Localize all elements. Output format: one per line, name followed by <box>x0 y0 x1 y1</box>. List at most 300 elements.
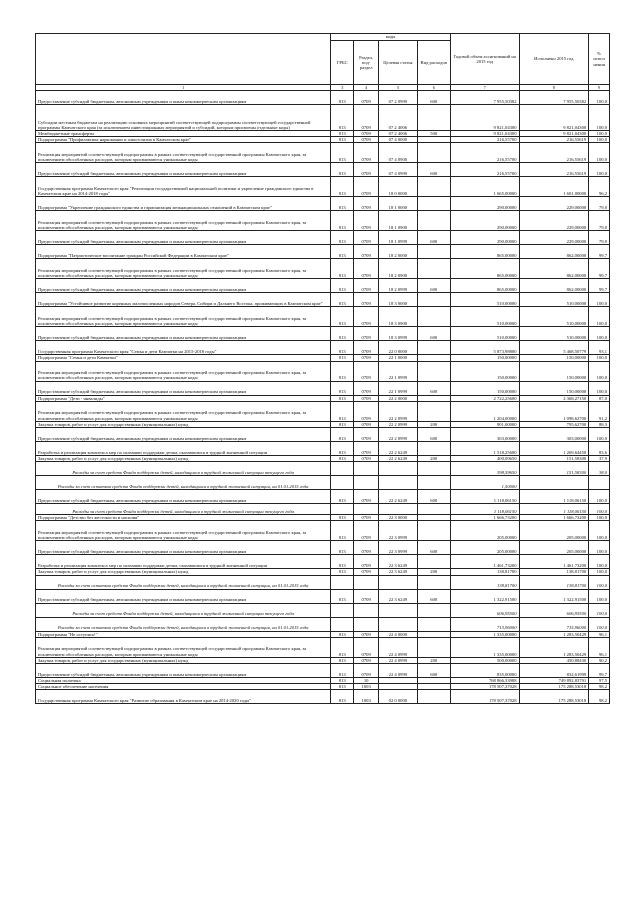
table-row <box>36 555 610 569</box>
row-vid <box>417 555 450 569</box>
row-grbs: 813 <box>331 684 354 690</box>
row-pct: 91,2 <box>589 401 610 421</box>
row-razdel: 0709 <box>354 211 379 231</box>
row-grbs <box>331 476 354 490</box>
row-plan: 138,81700 <box>450 569 519 575</box>
row-plan: 216,55700 <box>450 137 519 143</box>
col-index: 3 <box>331 85 354 91</box>
row-vid: 600 <box>417 231 450 245</box>
row-tsel: 22 0 0000 <box>379 341 417 355</box>
row-isp: 510,00000 <box>519 307 589 327</box>
row-razdel <box>354 617 379 631</box>
row-tsel: 22 2 0999 <box>379 428 417 442</box>
row-tsel: 18 2 0999 <box>379 279 417 293</box>
row-name: Предоставление субсидий бюджетным, автономным учреждениям и иным некоммерческим организациям <box>36 231 331 245</box>
row-vid: 600 <box>417 327 450 341</box>
row-tsel: 22 1 0999 <box>379 361 417 381</box>
table-row <box>36 231 610 245</box>
row-vid: 600 <box>417 381 450 395</box>
row-name: Субсидии местным бюджетам на реализацию основных мероприятий соответствующей подпрограммы соответствующей государственной программы Камчатского края (за исключением инвестиционных мероприятий и субсидий, которым присвоены отдельные коды) <box>36 105 331 131</box>
row-isp: 1 098,62700 <box>519 401 589 421</box>
row-tsel: 18 0 0000 <box>379 177 417 197</box>
row-razdel: 0709 <box>354 657 379 663</box>
col-header-tsel: Целевая статья <box>379 41 417 85</box>
row-grbs: 813 <box>331 541 354 555</box>
row-plan: 1 335,00000 <box>450 631 519 637</box>
row-vid <box>417 361 450 381</box>
row-razdel: 0709 <box>354 569 379 575</box>
row-grbs <box>331 575 354 589</box>
row-plan: 1 665,00000 <box>450 177 519 197</box>
row-pct: 100,0 <box>589 137 610 143</box>
row-pct: 98,2 <box>589 690 610 704</box>
row-vid: 600 <box>417 664 450 678</box>
row-plan: 510,00000 <box>450 293 519 307</box>
row-razdel: 0709 <box>354 355 379 361</box>
table-row <box>36 442 610 456</box>
row-tsel: 22 4 0999 <box>379 657 417 663</box>
table-row <box>36 401 610 421</box>
table-row <box>36 105 610 131</box>
row-tsel: 18 3 0999 <box>379 327 417 341</box>
row-isp: 229,00000 <box>519 211 589 231</box>
row-plan: 1,50000 <box>450 476 519 490</box>
col-index: 9 <box>589 85 610 91</box>
row-tsel: 07 4 0900 <box>379 143 417 163</box>
row-razdel: 0709 <box>354 143 379 163</box>
row-name: Подпрограмма "Устойчивое развитие коренных малочисленных народов Севера, Сибири и Дальнего Востока, проживающих в Камчатском крае" <box>36 293 331 307</box>
col-header-pct: % испол нения <box>589 34 610 85</box>
row-pct: 100,0 <box>589 143 610 163</box>
row-plan: 1 335,00000 <box>450 637 519 657</box>
row-pct: 100,0 <box>589 589 610 603</box>
row-razdel: 0709 <box>354 637 379 657</box>
row-plan: 865,00000 <box>450 279 519 293</box>
row-isp: 9 821,04300 <box>519 131 589 137</box>
row-grbs: 813 <box>331 137 354 143</box>
table-row <box>36 664 610 678</box>
row-isp: 138,81700 <box>519 575 589 589</box>
row-grbs: 813 <box>331 355 354 361</box>
row-tsel: 22 3 6249 <box>379 555 417 569</box>
row-plan: 216,55700 <box>450 143 519 163</box>
row-isp: 216,55619 <box>519 143 589 163</box>
row-razdel: 0709 <box>354 442 379 456</box>
row-grbs: 813 <box>331 177 354 197</box>
row-name: Расходы за счет средств Фонда поддержки детей, находящихся в трудной жизненной ситуации текущего года <box>36 504 331 515</box>
row-razdel: 0709 <box>354 341 379 355</box>
row-pct: 100,0 <box>589 361 610 381</box>
row-grbs: 813 <box>331 657 354 663</box>
table-row <box>36 637 610 657</box>
row-name: Предоставление субсидий бюджетным, автономным учреждениям и иным некоммерческим организациям <box>36 327 331 341</box>
row-grbs: 813 <box>331 395 354 401</box>
row-grbs: 813 <box>331 91 354 105</box>
row-isp: 229,00000 <box>519 231 589 245</box>
col-header-codes: коды <box>331 34 451 41</box>
row-tsel: 18 1 0000 <box>379 197 417 211</box>
row-name: Государственная программа Камчатского края "Семья и дети Камчатки на 2015-2018 годы" <box>36 341 331 355</box>
row-pct: 100,0 <box>589 355 610 361</box>
row-isp: 205,00000 <box>519 541 589 555</box>
row-pct: 96,1 <box>589 637 610 657</box>
row-vid <box>417 603 450 617</box>
row-plan: 290,00000 <box>450 231 519 245</box>
row-name: Предоставление субсидий бюджетным, автономным учреждениям и иным некоммерческим организациям <box>36 91 331 105</box>
row-isp: 1 118,06150 <box>519 504 589 515</box>
row-razdel: 0709 <box>354 631 379 637</box>
row-pct: 100,0 <box>589 521 610 541</box>
row-isp: 150,00000 <box>519 355 589 361</box>
row-name: Подпрограмма "Укрепление гражданского единства и гармонизация межнациональных отношений в Камчатском крае" <box>36 197 331 211</box>
row-isp: 175 288,53018 <box>519 684 589 690</box>
row-name: Государственная программа Камчатского края "Реализация государственной национальной политики и укрепление гражданского единства в Камчатском крае на 2014-2018 годы" <box>36 177 331 197</box>
row-name: Закупка товаров, работ и услуг для государственных (муниципальных) нужд <box>36 421 331 427</box>
table-row <box>36 589 610 603</box>
row-grbs: 813 <box>331 197 354 211</box>
table-row <box>36 361 610 381</box>
row-name: Закупка товаров, работ и услуг для государственных (муниципальных) нужд <box>36 456 331 462</box>
row-vid <box>417 307 450 327</box>
row-name: Расходы за счет средств Фонда поддержки детей, находящихся в трудной жизненной ситуации текущего года <box>36 462 331 476</box>
row-plan: 2 722,25600 <box>450 395 519 401</box>
col-header-plan: Годовой объем ассигнований на 2015 год <box>450 34 519 85</box>
row-plan: 5 873,98800 <box>450 341 519 355</box>
row-pct: 90,2 <box>589 657 610 663</box>
row-grbs: 813 <box>331 637 354 657</box>
row-razdel: 0709 <box>354 163 379 177</box>
row-isp: 1 461,73200 <box>519 555 589 569</box>
row-isp: 862,00000 <box>519 259 589 279</box>
row-pct: 99,7 <box>589 259 610 279</box>
row-plan: 290,00000 <box>450 197 519 211</box>
row-name: Социальное обеспечение населения <box>36 684 331 690</box>
row-razdel: 0709 <box>354 307 379 327</box>
row-razdel: 0709 <box>354 490 379 504</box>
row-pct: 100,0 <box>589 327 610 341</box>
row-tsel: 22 4 0000 <box>379 631 417 637</box>
row-razdel: 0709 <box>354 259 379 279</box>
row-razdel <box>354 603 379 617</box>
row-tsel: 07 2 4006 <box>379 105 417 131</box>
row-razdel: 0709 <box>354 137 379 143</box>
table-row <box>36 91 610 105</box>
table-row <box>36 428 610 442</box>
row-vid <box>417 143 450 163</box>
row-name: Реализация мероприятий соответствующей подпрограммы в рамках соответствующей государственной программы Камчатского края, за исключением обособленных расходов, которым присваиваются уникальные коды <box>36 259 331 279</box>
row-isp: 862,00000 <box>519 279 589 293</box>
row-tsel: 22 3 0999 <box>379 521 417 541</box>
row-vid: 600 <box>417 428 450 442</box>
row-pct: 96,2 <box>589 177 610 197</box>
row-name: Реализация мероприятий соответствующей подпрограммы в рамках соответствующей государственной программы Камчатского края, за исключением обособленных расходов, которым присваиваются уникальные коды <box>36 307 331 327</box>
col-index: 1 <box>36 85 331 91</box>
row-pct: 83,6 <box>589 442 610 456</box>
row-grbs: 813 <box>331 421 354 427</box>
row-isp: 715,96000 <box>519 617 589 631</box>
row-tsel: 18 1 0900 <box>379 211 417 231</box>
row-name: Предоставление субсидий бюджетным, автономным учреждениям и иным некоммерческим организациям <box>36 381 331 395</box>
row-plan: 865,00000 <box>450 259 519 279</box>
table-row <box>36 307 610 327</box>
row-razdel: 0709 <box>354 381 379 395</box>
row-plan: 150,00000 <box>450 361 519 381</box>
row-name: Подпрограмма "Дети - инвалиды" <box>36 395 331 401</box>
row-isp: 9 821,04300 <box>519 105 589 131</box>
row-plan: 205,00000 <box>450 541 519 555</box>
row-grbs: 813 <box>331 131 354 137</box>
row-grbs: 813 <box>331 361 354 381</box>
row-isp: 303,00000 <box>519 428 589 442</box>
row-razdel: 0709 <box>354 541 379 555</box>
row-grbs: 813 <box>331 381 354 395</box>
row-name: Разработка и реализация комплекса мер по оказанию поддержки детям, оказавшимся в трудной жизненной ситуации <box>36 442 331 456</box>
row-plan: 1 204,00000 <box>450 401 519 421</box>
row-pct: 99,7 <box>589 664 610 678</box>
row-grbs: 813 <box>331 690 354 704</box>
row-tsel <box>379 617 417 631</box>
row-pct: 79,0 <box>589 197 610 211</box>
row-razdel: 0709 <box>354 456 379 462</box>
row-pct: 100,0 <box>589 105 610 131</box>
row-pct: 100,0 <box>589 381 610 395</box>
row-isp: 1 118,06150 <box>519 490 589 504</box>
row-pct: 38,0 <box>589 462 610 476</box>
row-grbs: 813 <box>331 307 354 327</box>
row-tsel: 22 2 6249 <box>379 490 417 504</box>
row-plan: 500,00000 <box>450 657 519 663</box>
row-plan: 1 118,06150 <box>450 504 519 515</box>
row-grbs: 813 <box>331 293 354 307</box>
row-vid <box>417 637 450 657</box>
row-pct: 100,0 <box>589 490 610 504</box>
row-razdel <box>354 504 379 515</box>
row-pct: 96,1 <box>589 631 610 637</box>
row-vid: 600 <box>417 91 450 105</box>
row-vid <box>417 401 450 421</box>
row-pct: 37,9 <box>589 456 610 462</box>
table-row <box>36 603 610 617</box>
row-isp: 175 288,53018 <box>519 690 589 704</box>
row-grbs: 813 <box>331 521 354 541</box>
row-vid: 200 <box>417 421 450 427</box>
row-tsel: 22 1 0999 <box>379 381 417 395</box>
row-name: Предоставление субсидий бюджетным, автономным учреждениям и иным некоммерческим организациям <box>36 589 331 603</box>
row-tsel: 22 4 0999 <box>379 664 417 678</box>
row-pct: 100,0 <box>589 617 610 631</box>
row-plan: 1 118,06150 <box>450 490 519 504</box>
row-grbs <box>331 462 354 476</box>
row-tsel: 22 2 6249 <box>379 456 417 462</box>
row-grbs: 813 <box>331 555 354 569</box>
row-grbs: 813 <box>331 490 354 504</box>
row-pct: 87,0 <box>589 395 610 401</box>
row-isp: 510,00000 <box>519 327 589 341</box>
row-name: Реализация мероприятий соответствующей подпрограммы в рамках соответствующей государственной программы Камчатского края, за исключением обособленных расходов, которым присваиваются уникальные коды <box>36 401 331 421</box>
row-isp: 749 892,83791 <box>519 678 589 684</box>
row-grbs <box>331 504 354 515</box>
budget-table <box>35 33 610 704</box>
row-tsel <box>379 476 417 490</box>
row-isp: 1 283,50429 <box>519 637 589 657</box>
row-name: Реализация мероприятий соответствующей подпрограммы в рамках соответствующей государственной программы Камчатского края, за исключением обособленных расходов, которым присваиваются уникальные коды <box>36 143 331 163</box>
table-row <box>36 197 610 211</box>
row-name: Расходы за счет остатков средств Фонда поддержки детей, находящихся в трудной жизненной ситуации, на 01.01.2015 года <box>36 575 331 589</box>
row-pct: 100,0 <box>589 293 610 307</box>
row-razdel: 0709 <box>354 395 379 401</box>
row-isp: 450,88430 <box>519 657 589 663</box>
row-tsel: 18 2 0000 <box>379 245 417 259</box>
row-pct: 79,0 <box>589 211 610 231</box>
row-vid <box>417 476 450 490</box>
row-vid: 600 <box>417 589 450 603</box>
row-name: Расходы за счет средств Фонда поддержки детей, находящихся в трудной жизненной ситуации текущего года <box>36 603 331 617</box>
row-pct: 100,0 <box>589 163 610 177</box>
row-pct: 100,0 <box>589 307 610 327</box>
row-grbs <box>331 617 354 631</box>
row-grbs: 813 <box>331 211 354 231</box>
row-vid <box>417 341 450 355</box>
row-plan: 1 666,73200 <box>450 515 519 521</box>
row-plan: 205,00000 <box>450 521 519 541</box>
row-grbs: 813 <box>331 456 354 462</box>
table-body <box>36 91 610 704</box>
row-pct: 100,0 <box>589 428 610 442</box>
row-tsel: 02 0 0000 <box>379 690 417 704</box>
row-pct: 97,5 <box>589 678 610 684</box>
row-tsel: 18 3 0900 <box>379 307 417 327</box>
row-tsel: 18 2 0900 <box>379 259 417 279</box>
row-plan: 216,55700 <box>450 163 519 177</box>
row-grbs: 813 <box>331 589 354 603</box>
table-row <box>36 163 610 177</box>
row-grbs <box>331 603 354 617</box>
row-name: Закупка товаров, работ и услуг для государственных (муниципальных) нужд <box>36 569 331 575</box>
row-isp: 150,00000 <box>519 361 589 381</box>
row-grbs: 813 <box>331 428 354 442</box>
row-name: Расходы за счет остатков средств Фонда поддержки детей, находящихся в трудной жизненной ситуации, на 01.01.2015 года <box>36 617 331 631</box>
row-vid: 600 <box>417 163 450 177</box>
col-index: 5 <box>379 85 417 91</box>
row-isp: 510,00000 <box>519 293 589 307</box>
col-header-name <box>36 34 331 85</box>
row-grbs: 813 <box>331 401 354 421</box>
row-name: Подпрограмма "Не оступись!" <box>36 631 331 637</box>
row-vid <box>417 245 450 259</box>
row-razdel: 0709 <box>354 245 379 259</box>
row-razdel: 1003 <box>354 690 379 704</box>
row-grbs: 813 <box>331 442 354 456</box>
row-name: Предоставление субсидий бюджетным, автономным учреждениям и иным некоммерческим организациям <box>36 541 331 555</box>
table-row <box>36 476 610 490</box>
row-isp: 2 368,27150 <box>519 395 589 401</box>
row-name: Подпрограмма "Патриотическое воспитание граждан Российской Федерации в Камчатском крае" <box>36 245 331 259</box>
row-tsel <box>379 575 417 589</box>
row-pct: 98,2 <box>589 684 610 690</box>
row-razdel: 0709 <box>354 421 379 427</box>
row-grbs: 813 <box>331 664 354 678</box>
table-row <box>36 211 610 231</box>
row-razdel: 1003 <box>354 684 379 690</box>
row-isp: 138,81700 <box>519 569 589 575</box>
col-header-grbs: ГРБС <box>331 41 354 85</box>
row-isp: 606,95500 <box>519 603 589 617</box>
row-plan: 178 507,37028 <box>450 684 519 690</box>
table-row <box>36 245 610 259</box>
col-index: 7 <box>450 85 519 91</box>
row-grbs: 813 <box>331 163 354 177</box>
row-plan: 1 461,73200 <box>450 555 519 569</box>
row-vid <box>417 197 450 211</box>
row-isp: 205,00000 <box>519 521 589 541</box>
row-tsel: 22 2 0999 <box>379 401 417 421</box>
row-name: Межбюджетные трансферты <box>36 131 331 137</box>
row-tsel: 22 1 0000 <box>379 355 417 361</box>
row-razdel: 0709 <box>354 279 379 293</box>
row-pct: 100,0 <box>589 515 610 521</box>
row-name: Разработка и реализация комплекса мер по оказанию поддержки детям, оказавшимся в трудной жизненной ситуации <box>36 555 331 569</box>
row-name: Государственная программа Камчатского края "Развитие образования в Камчатском крае на 2014-2020 годы" <box>36 690 331 704</box>
table-row <box>36 690 610 704</box>
row-isp: 862,00000 <box>519 245 589 259</box>
row-plan: 150,00000 <box>450 381 519 395</box>
row-plan: 9 821,04300 <box>450 131 519 137</box>
row-isp: 216,55619 <box>519 163 589 177</box>
row-plan: 150,00000 <box>450 355 519 361</box>
row-vid: 600 <box>417 541 450 555</box>
col-index: 4 <box>354 85 379 91</box>
row-name: Подпрограмма "Семья и дети Камчатки" <box>36 355 331 361</box>
row-razdel: 0709 <box>354 105 379 131</box>
table-row <box>36 177 610 197</box>
table-row <box>36 293 610 307</box>
row-razdel: 0709 <box>354 131 379 137</box>
row-isp: 795,62700 <box>519 421 589 427</box>
row-plan: 768 866,33988 <box>450 678 519 684</box>
row-tsel: 22 3 0000 <box>379 515 417 521</box>
row-pct: 100,0 <box>589 603 610 617</box>
row-grbs: 813 <box>331 678 354 684</box>
row-pct: 100,0 <box>589 541 610 555</box>
row-razdel: 0709 <box>354 515 379 521</box>
row-name: Предоставление субсидий бюджетным, автономным учреждениям и иным некоммерческим организациям <box>36 428 331 442</box>
table-row <box>36 504 610 515</box>
row-isp: 216,55619 <box>519 137 589 143</box>
row-plan: 865,00000 <box>450 245 519 259</box>
row-vid: 200 <box>417 456 450 462</box>
row-razdel: 0709 <box>354 197 379 211</box>
row-plan: 9 821,04300 <box>450 105 519 131</box>
row-vid <box>417 105 450 131</box>
row-grbs: 813 <box>331 569 354 575</box>
row-pct: 100,0 <box>589 569 610 575</box>
col-header-vid: Вид расходов <box>417 41 450 85</box>
row-razdel: 0709 <box>354 327 379 341</box>
row-isp: 150,00000 <box>519 381 589 395</box>
row-plan: 138,81700 <box>450 575 519 589</box>
row-name: Предоставление субсидий бюджетным, автономным учреждениям и иным некоммерческим организациям <box>36 279 331 293</box>
table-row <box>36 521 610 541</box>
row-tsel: 22 3 6249 <box>379 569 417 575</box>
row-razdel: 0709 <box>354 231 379 245</box>
table-row <box>36 490 610 504</box>
row-plan: 1 518,25600 <box>450 442 519 456</box>
row-vid <box>417 575 450 589</box>
row-grbs: 813 <box>331 245 354 259</box>
row-razdel: 0709 <box>354 91 379 105</box>
row-plan: 606,95500 <box>450 603 519 617</box>
row-pct: 99,7 <box>589 245 610 259</box>
